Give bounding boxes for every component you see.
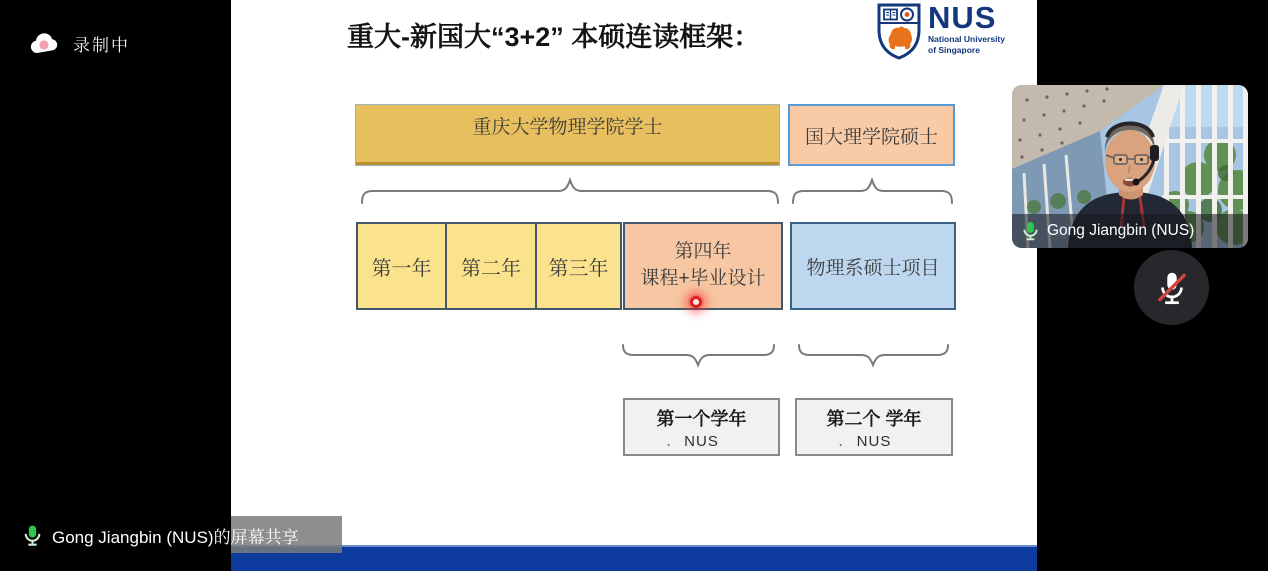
- term2-title: 第二个 学年: [826, 408, 922, 429]
- msc-program-box: 物理系硕士项目: [790, 222, 956, 310]
- term1-title: 第一个学年: [656, 408, 747, 429]
- nus-logo: [876, 0, 1005, 60]
- share-banner-text: Gong Jiangbin (NUS)的屏幕共享: [52, 527, 299, 547]
- bracket-down-right: [798, 344, 949, 368]
- mic-on-icon: [22, 524, 43, 547]
- mute-button[interactable]: [1134, 250, 1209, 325]
- slide-title: 重大-新国大“3+2” 本硕连读框架：: [347, 22, 761, 52]
- mic-on-icon: [1021, 220, 1040, 242]
- bracket-down-left: [622, 344, 775, 368]
- participant-name: Gong Jiangbin (NUS): [1047, 222, 1195, 239]
- term2-dot: .: [839, 434, 843, 449]
- shared-screen: [231, 0, 1037, 545]
- slide-taskbar: [231, 545, 1037, 571]
- nus-wordmark: NUS: [928, 0, 997, 35]
- nus-shield-icon: [876, 3, 922, 60]
- recording-cloud-icon: [29, 32, 61, 56]
- nus-subtext-line1: National University: [928, 34, 1005, 44]
- year4-line2: 课程+毕业设计: [640, 268, 766, 289]
- year4-line1: 第四年: [674, 241, 732, 263]
- share-banner: [22, 518, 299, 552]
- term1-dot: .: [667, 434, 671, 449]
- participant-name-tag: [1012, 214, 1248, 248]
- bracket-up-right: [792, 177, 953, 205]
- participant-video[interactable]: [1012, 85, 1248, 248]
- term1-org: NUS: [684, 432, 719, 450]
- term1-box: [623, 398, 780, 456]
- term2-org: NUS: [856, 432, 892, 450]
- year1-box: 第一年: [356, 222, 447, 310]
- master-degree-box: 国大理学院硕士: [788, 104, 955, 166]
- recording-label: 录制中: [73, 36, 130, 55]
- year4-box: [623, 222, 783, 310]
- bachelor-degree-box: 重庆大学物理学院学士: [355, 104, 780, 166]
- mic-muted-icon: [1151, 267, 1193, 309]
- year2-box: 第二年: [445, 222, 537, 310]
- bracket-up-left: [361, 177, 779, 205]
- year3-box: 第三年: [535, 222, 622, 310]
- term2-box: [795, 398, 953, 456]
- nus-subtext-line2: of Singapore: [928, 45, 980, 55]
- laser-pointer-dot: [688, 294, 704, 310]
- recording-indicator[interactable]: [29, 31, 130, 56]
